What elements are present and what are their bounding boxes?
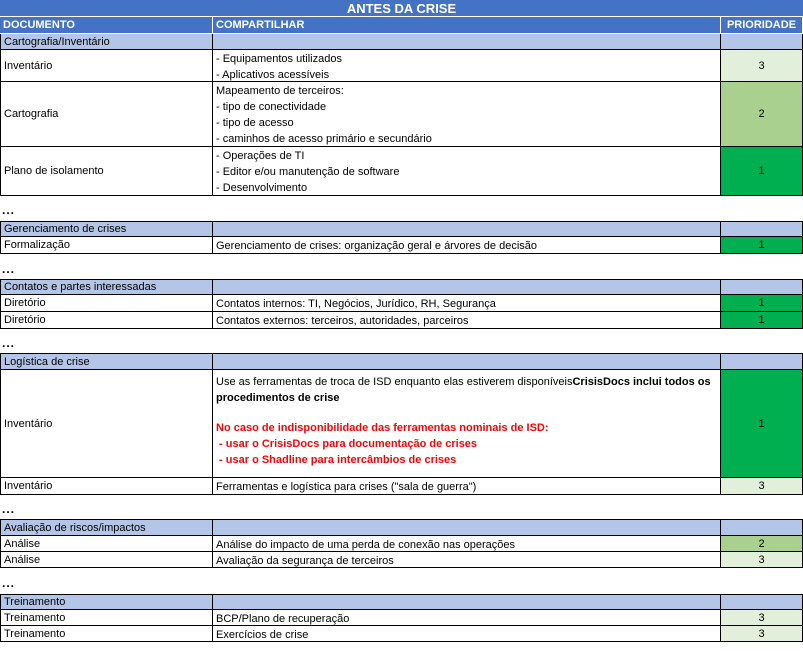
share-cell[interactable]: Gerenciamento de crises: organização geral e árvores de decisão <box>213 237 721 254</box>
section-empty-cell[interactable] <box>213 353 721 370</box>
share-cell[interactable]: Exercícios de crise <box>213 626 721 642</box>
priority-cell[interactable]: 1 <box>721 295 803 312</box>
doc-cell[interactable]: Diretório <box>0 295 213 312</box>
section-empty-cell[interactable] <box>213 221 721 237</box>
table-row <box>0 147 803 196</box>
doc-cell[interactable]: Cartografia <box>0 82 213 147</box>
table-row <box>0 478 803 495</box>
section-empty-cell[interactable] <box>721 279 803 295</box>
priority-cell[interactable]: 1 <box>721 237 803 254</box>
priority-cell[interactable]: 1 <box>721 312 803 329</box>
table-row <box>0 610 803 626</box>
section-empty-cell[interactable] <box>213 34 721 50</box>
doc-cell[interactable]: Plano de isolamento <box>0 147 213 196</box>
priority-cell[interactable]: 3 <box>721 626 803 642</box>
section-row <box>0 353 803 370</box>
share-line: - Operações de TI <box>216 150 305 162</box>
table-row <box>0 536 803 552</box>
share-line: - Desenvolvimento <box>216 182 308 194</box>
section-row <box>0 519 803 536</box>
doc-cell[interactable]: Treinamento <box>0 626 213 642</box>
table-row <box>0 312 803 329</box>
section-row <box>0 221 803 237</box>
section-empty-cell[interactable] <box>721 594 803 610</box>
priority-cell[interactable]: 3 <box>721 610 803 626</box>
sheet-title: ANTES DA CRISE <box>0 0 803 17</box>
header-documento[interactable]: DOCUMENTO <box>0 17 213 34</box>
table-row <box>0 82 803 147</box>
share-text: Use as ferramentas de troca de ISD enquanto elas estiverem disponíveis <box>216 376 573 388</box>
section-empty-cell[interactable] <box>213 519 721 536</box>
share-line: - caminhos de acesso primário e secundário <box>216 133 432 145</box>
section-label[interactable]: Logística de crise <box>0 353 213 370</box>
section-empty-cell[interactable] <box>721 353 803 370</box>
warning-text: - usar o Shadline para intercâmbios de crises <box>216 454 457 466</box>
doc-cell[interactable]: Formalização <box>0 237 213 254</box>
section-row <box>0 279 803 295</box>
priority-cell[interactable]: 2 <box>721 536 803 552</box>
doc-cell[interactable]: Análise <box>0 552 213 568</box>
share-cell[interactable]: Contatos internos: TI, Negócios, Jurídico, RH, Segurança <box>213 295 721 312</box>
share-cell[interactable]: Avaliação da segurança de terceiros <box>213 552 721 568</box>
share-cell[interactable] <box>213 82 721 147</box>
priority-cell[interactable]: 2 <box>721 82 803 147</box>
share-cell[interactable]: Contatos externos: terceiros, autoridades, parceiros <box>213 312 721 329</box>
section-empty-cell[interactable] <box>213 594 721 610</box>
share-cell[interactable] <box>213 50 721 82</box>
table-row <box>0 50 803 82</box>
section-row <box>0 594 803 610</box>
share-cell[interactable]: Análise do impacto de uma perda de conexão nas operações <box>213 536 721 552</box>
table-row <box>0 552 803 568</box>
share-cell[interactable]: Ferramentas e logística para crises ("sala de guerra") <box>213 478 721 495</box>
section-label[interactable]: Avaliação de riscos/impactos <box>0 519 213 536</box>
share-line: - tipo de acesso <box>216 117 294 129</box>
priority-cell[interactable]: 3 <box>721 50 803 82</box>
share-line: - Equipamentos utilizados <box>216 53 342 65</box>
share-cell[interactable]: BCP/Plano de recuperação <box>213 610 721 626</box>
ellipsis-separator: ... <box>2 576 16 590</box>
ellipsis-separator: ... <box>2 336 16 350</box>
section-empty-cell[interactable] <box>721 221 803 237</box>
doc-cell[interactable]: Diretório <box>0 312 213 329</box>
share-cell[interactable] <box>213 147 721 196</box>
priority-cell[interactable]: 1 <box>721 370 803 478</box>
share-cell[interactable] <box>213 370 721 478</box>
section-label[interactable]: Treinamento <box>0 594 213 610</box>
table-row <box>0 295 803 312</box>
warning-text: - usar o CrisisDocs para documentação de crises <box>216 438 478 450</box>
share-line: - Editor e/ou manutenção de software <box>216 166 400 178</box>
section-label[interactable]: Gerenciamento de crises <box>0 221 213 237</box>
share-line: - Aplicativos acessíveis <box>216 69 330 81</box>
header-row <box>0 17 803 34</box>
doc-cell[interactable]: Inventário <box>0 478 213 495</box>
doc-cell[interactable]: Análise <box>0 536 213 552</box>
table-row <box>0 237 803 254</box>
section-label[interactable]: Contatos e partes interessadas <box>0 279 213 295</box>
section-empty-cell[interactable] <box>721 34 803 50</box>
section-row <box>0 34 803 50</box>
header-compartilhar[interactable]: COMPARTILHAR <box>213 17 721 34</box>
doc-cell[interactable]: Inventário <box>0 50 213 82</box>
section-empty-cell[interactable] <box>721 519 803 536</box>
share-line: - tipo de conectividade <box>216 101 327 113</box>
priority-cell[interactable]: 1 <box>721 147 803 196</box>
spacer <box>216 406 717 420</box>
ellipsis-separator: ... <box>2 203 16 217</box>
doc-cell[interactable]: Treinamento <box>0 610 213 626</box>
ellipsis-separator: ... <box>2 262 16 276</box>
share-line: Mapeamento de terceiros: <box>216 85 344 97</box>
share-paragraph <box>216 374 717 406</box>
section-label[interactable]: Cartografia/Inventário <box>0 34 213 50</box>
table-row <box>0 370 803 478</box>
header-prioridade[interactable]: PRIORIDADE <box>721 17 803 34</box>
warning-text: No caso de indisponibilidade das ferramentas nominais de ISD: <box>216 422 549 434</box>
priority-cell[interactable]: 3 <box>721 552 803 568</box>
share-text-bold: CrisisDocs inclui todos os procedimentos de crise <box>216 376 711 404</box>
priority-cell[interactable]: 3 <box>721 478 803 495</box>
table-row <box>0 626 803 642</box>
ellipsis-separator: ... <box>2 502 16 516</box>
doc-cell[interactable]: Inventário <box>0 370 213 478</box>
section-empty-cell[interactable] <box>213 279 721 295</box>
